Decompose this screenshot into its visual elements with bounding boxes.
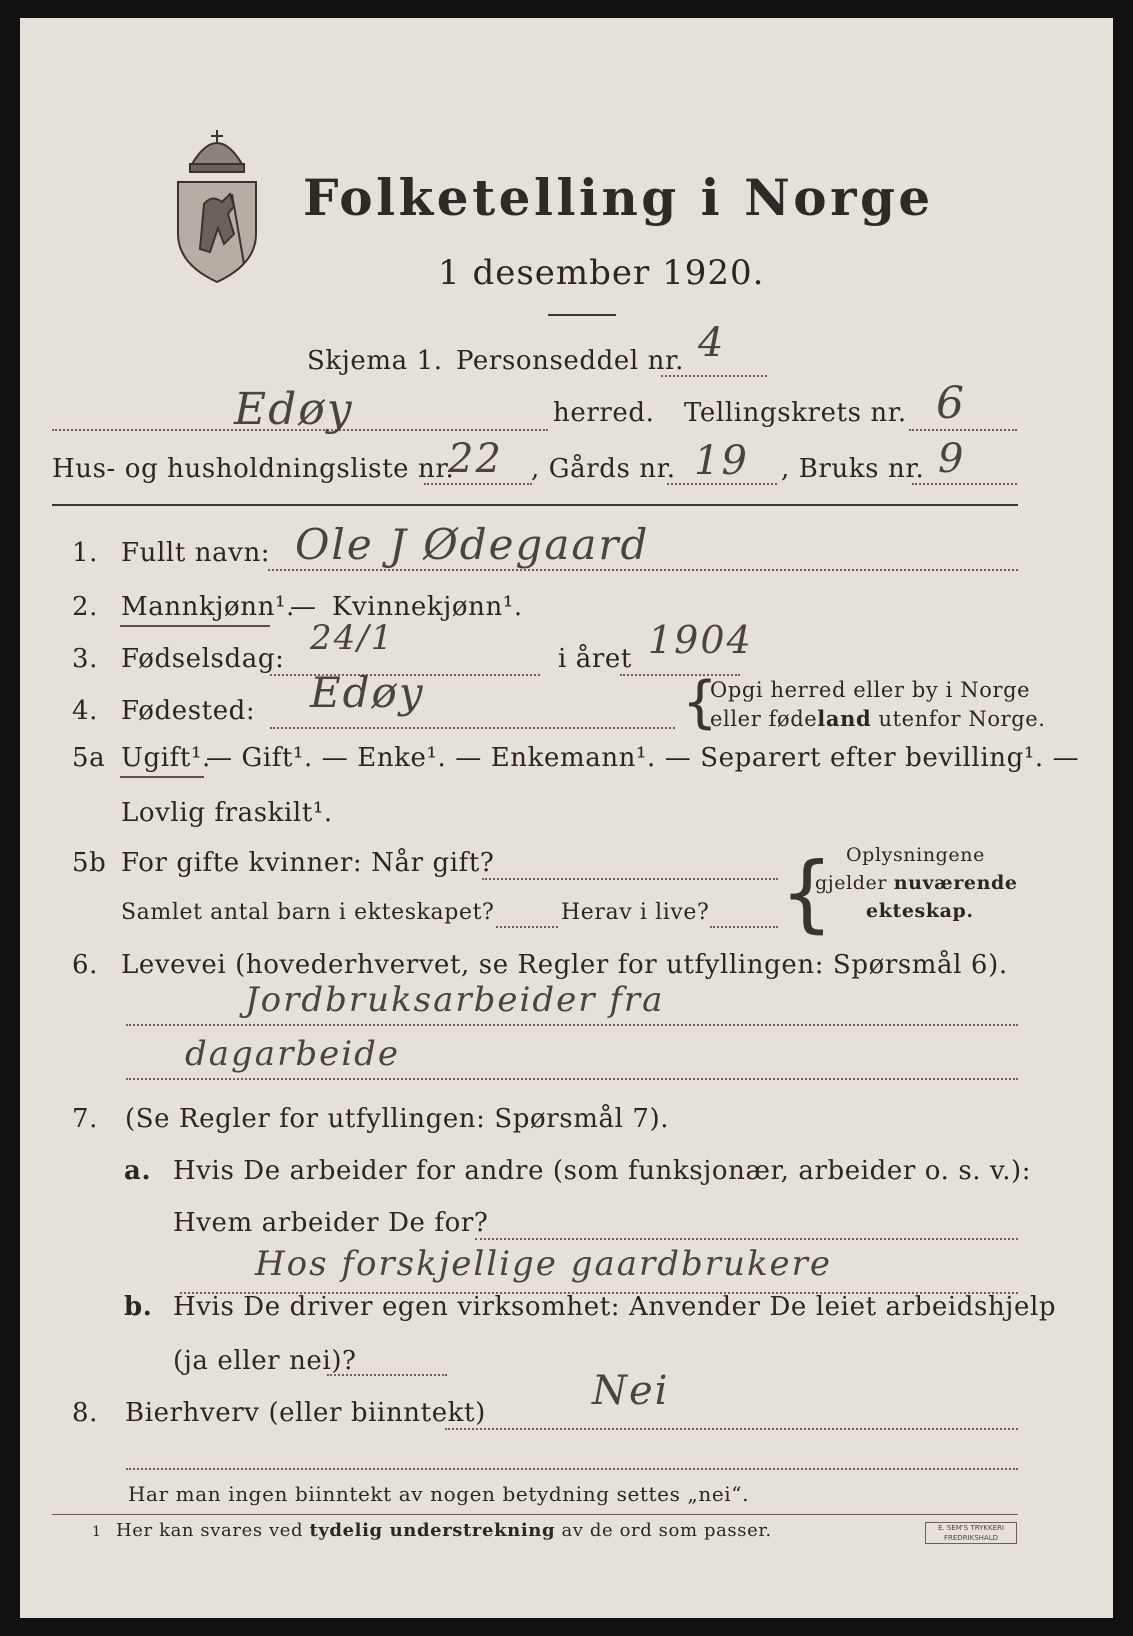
footnote-text-a: Her kan svares ved [116,1520,310,1541]
q6-number: 6. [72,950,99,980]
q1-label: Fullt navn: [121,538,271,568]
q7a-value: Hos forskjellige gaardbrukere [255,1244,833,1284]
q7b-letter: b. [124,1292,153,1322]
q4-note-1: Opgi herred eller by i Norge [710,678,1031,702]
footnote-mark: 1 [92,1524,102,1540]
q7a-label-2: Hvem arbeider De for? [173,1208,489,1238]
q1-value: Ole J Ødegaard [295,520,650,569]
q5b-line-1 [482,878,778,880]
tellingskrets-value: 6 [936,378,966,429]
bruks-value: 9 [938,436,966,482]
q5b-note-2b: nuværende [893,872,1018,894]
q5a-ugift: Ugift¹. [121,743,211,773]
q8-number: 8. [72,1398,99,1428]
q7b-line [327,1374,447,1376]
q3-number: 3. [72,644,99,674]
q8-value: Nei [592,1368,670,1414]
q5b-label-1: For gifte kvinner: Når gift? [121,848,495,878]
q5a-options: — Gift¹. — Enke¹. — Enkemann¹. — Separert efter bevilling¹. — [206,743,1080,773]
q5b-line-2 [496,926,558,928]
q5b-line-3 [710,926,778,928]
husliste-line [424,483,532,485]
q4-note-2 [710,706,1046,731]
q3-label: Fødselsdag: [121,644,285,674]
title-divider [548,314,616,316]
q8-line-1 [445,1428,1018,1430]
q8-label: Bierhverv (eller biinntekt) [125,1398,486,1428]
q4-number: 4. [72,696,99,726]
tellingskrets-label: Tellingskrets nr. [684,398,907,428]
q5b-note-3: ekteskap. [866,900,974,922]
q5a-ugift-underline [120,776,204,778]
q2-female: Kvinnekjønn¹. [332,592,523,622]
q7a-letter: a. [124,1156,152,1186]
q6-line-2 [126,1078,1018,1080]
q5a-line2: Lovlig fraskilt¹. [121,798,333,828]
q2-male-underline [120,625,270,627]
q5a-number: 5a [72,743,106,773]
form-title: Folketelling i Norge [303,168,934,227]
bruks-line [912,483,1017,485]
q7-label: (Se Regler for utfyllingen: Spørsmål 7). [125,1104,670,1134]
q1-line [268,569,1018,571]
q3-year-line [620,674,740,676]
herred-value: Edøy [234,384,354,435]
q4-note-2c: utenfor Norge. [871,707,1046,731]
q6-value-1: Jordbruksarbeider fra [245,980,665,1020]
q4-line [270,727,675,729]
q3-value: 24/1 [310,618,395,658]
personseddel-line [661,375,767,377]
printer-stamp-line1: E. SEM'S TRYKKERI [938,1524,1004,1532]
q4-label: Fødested: [121,696,256,726]
q7a-line-1 [475,1238,1018,1240]
q4-note-2b: land [817,706,872,731]
husliste-label: Hus- og husholdningsliste nr. [52,454,455,484]
q4-value: Edøy [310,668,425,717]
skjema-label: Skjema 1. [307,346,443,376]
q6-line-1 [126,1024,1018,1026]
q7b-label-2: (ja eller nei)? [173,1346,357,1376]
q5b-note-1: Oplysningene [846,844,985,866]
q7a-label: Hvis De arbeider for andre (som funksjonær, arbeider o. s. v.): [173,1156,1032,1186]
q2-separator: — [290,592,317,622]
tellingskrets-line [909,429,1017,431]
q1-number: 1. [72,538,99,568]
q5b-label-3: Herav i live? [561,900,710,925]
q2-male: Mannkjønn¹. [121,592,295,622]
gards-value: 19 [694,438,749,484]
personseddel-label: Personseddel nr. [456,346,685,376]
personseddel-value: 4 [698,320,726,366]
printer-stamp [925,1522,1017,1544]
footnote-text-b: tydelig understrekning [309,1520,556,1541]
census-form-page [20,18,1113,1618]
q7-number: 7. [72,1104,99,1134]
q7b-label: Hvis De driver egen virksomhet: Anvender De leiet arbeidshjelp [173,1292,1057,1322]
q5b-note-2a: gjelder [815,872,894,894]
herred-label: herred. [553,398,655,428]
q5b-number: 5b [72,848,107,878]
q5b-brace: { [780,844,834,942]
husliste-value: 22 [448,436,503,482]
q5b-label-2: Samlet antal barn i ekteskapet? [121,900,495,925]
q8-note: Har man ingen biinntekt av nogen betydning settes „nei“. [128,1482,750,1506]
q8-line-2 [126,1468,1018,1470]
footnote-text [116,1520,772,1541]
footnote-divider [52,1514,1018,1515]
census-date: 1 desember 1920. [438,253,765,293]
printer-stamp-line2: FREDRIKSHALD [943,1534,998,1542]
bruks-label: , Bruks nr. [781,454,925,484]
footnote-text-c: av de ord som passer. [555,1520,772,1541]
q2-number: 2. [72,592,99,622]
q4-note-2a: eller føde [710,707,818,731]
q6-label: Levevei (hovederhvervet, se Regler for utfyllingen: Spørsmål 6). [121,950,1008,980]
q5b-note-2 [815,872,1018,894]
header-divider [52,504,1018,506]
gards-label: , Gårds nr. [531,454,676,484]
q3-year-label: i året [558,644,632,674]
q3-year-value: 1904 [648,618,753,662]
q6-value-2: dagarbeide [185,1034,400,1074]
q4-brace: { [682,670,718,735]
coat-of-arms-icon [172,124,262,284]
